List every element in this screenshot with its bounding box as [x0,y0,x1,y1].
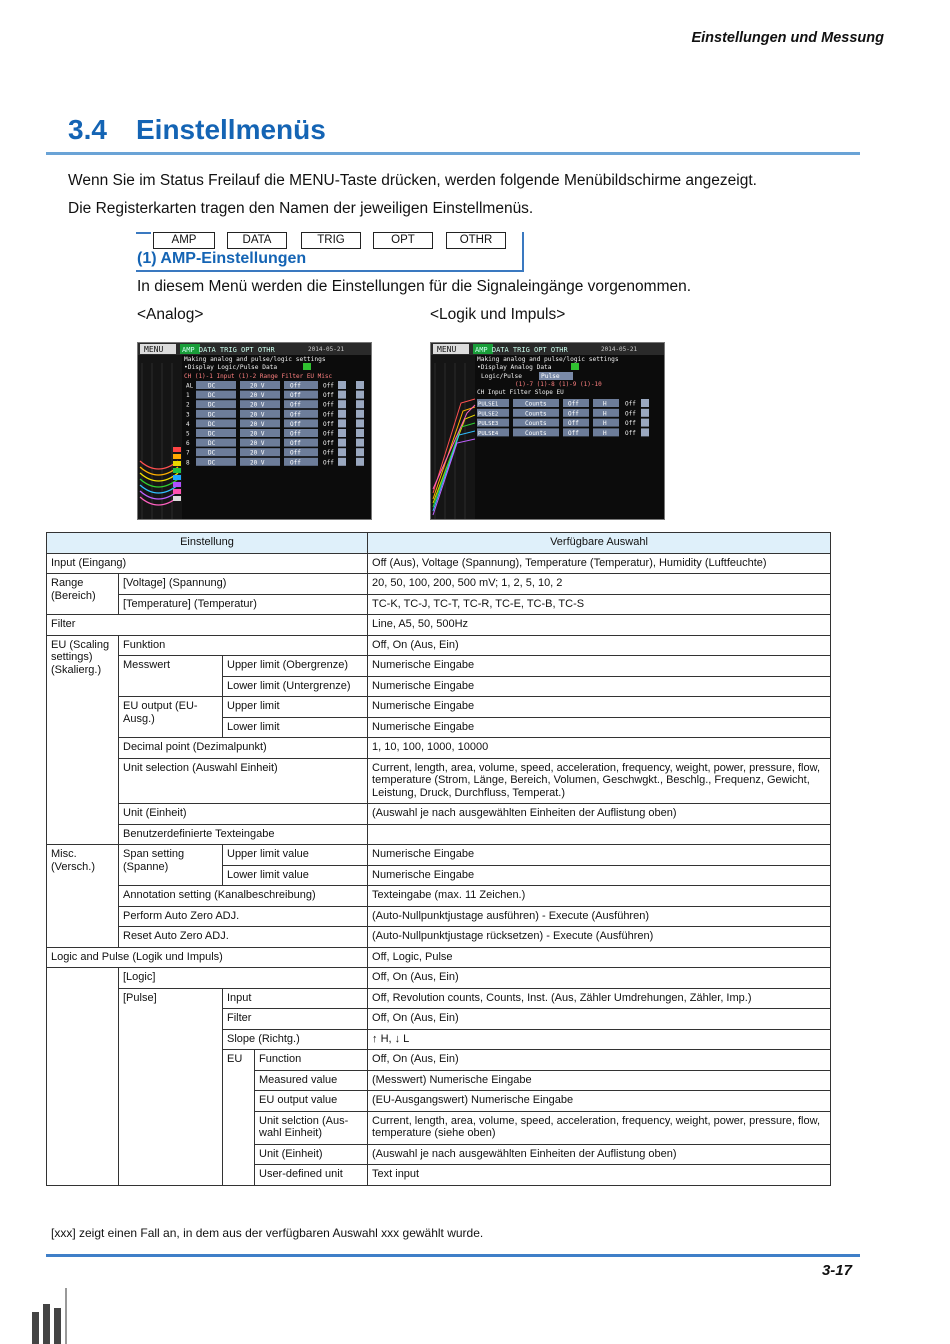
row-value: (Auto-Nullpunktjustage ausführen) - Execute (Ausführen) [368,906,831,927]
row-group-label: Misc. (Versch.) [47,845,119,948]
logic-row-input: Counts [525,429,547,437]
analog-row-misc-btn [356,429,364,437]
row-value: Off, On (Aus, Ein) [368,968,831,989]
row-label: Perform Auto Zero ADJ. [119,906,368,927]
analog-row-range: 20 V [250,430,265,438]
row-label: Input [223,988,368,1009]
row-value: Off, Revolution counts, Counts, Inst. (Aus, Zähler Umdrehungen, Zähler, Imp.) [368,988,831,1009]
header-options: Verfügbare Auswahl [368,533,831,554]
table-header-row [47,533,831,554]
row-value: Texteingabe (max. 11 Zeichen.) [368,886,831,907]
logic-date: 2014-05-21 [601,346,638,353]
logic-row-eu: Off [625,410,636,418]
analog-row-eu: Off [323,459,334,467]
running-header: Einstellungen und Messung [691,30,884,46]
analog-row-eu-btn [338,439,346,447]
row-label: Input (Eingang) [47,553,368,574]
logic-row-slope: H [603,400,607,408]
analog-row-input-box [196,439,236,447]
logic-row-eu: Off [625,400,636,408]
row-value: Text input [368,1165,831,1186]
analog-row-ch: 8 [186,459,190,467]
row-label: Lower limit [223,717,368,738]
analog-row-filter: Off [290,401,301,409]
page-number: 3-17 [821,1262,852,1279]
row-label: Measured value [255,1070,368,1091]
table-row [47,947,831,968]
analog-row-misc-btn [356,391,364,399]
footer-rule [46,1254,860,1257]
analog-row-input: DC [208,420,216,428]
analog-row-misc-btn [356,410,364,418]
logic-num-line: (1)-7 (1)-8 (1)-9 (1)-10 [515,381,602,388]
analog-row-input-box [196,429,236,437]
logic-row-eu-btn [641,419,649,427]
logic-row-ch: PULSE3 [478,421,499,428]
analog-row-ch: 2 [186,401,190,409]
logic-row-filter: Off [568,429,579,437]
analog-row-filter: Off [290,440,301,448]
analog-row-eu: Off [323,392,334,400]
row-value: Off, On (Aus, Ein) [368,635,831,656]
row-group-label: EU output (EU-Ausg.) [119,697,223,738]
analog-row-range: 20 V [250,401,265,409]
row-value: TC-K, TC-J, TC-T, TC-R, TC-E, TC-B, TC-S [368,594,831,615]
logic-row-eu-btn [641,428,649,436]
row-label: Unit selction (Aus-wahl Einheit) [255,1111,368,1144]
section-rule [46,152,860,155]
analog-row-eu: Off [323,449,334,457]
row-value: ↑ H, ↓ L [368,1029,831,1050]
row-value: (Messwert) Numerische Eingabe [368,1070,831,1091]
analog-row-eu: Off [323,411,334,419]
row-group-label: EU (Scaling settings) (Skalierg.) [47,635,119,845]
analog-row-ch: 5 [186,430,190,438]
analog-row-input-box [196,448,236,456]
table-row [47,574,831,595]
analog-row-ch: 3 [186,411,190,419]
analog-row-ch: 1 [186,392,190,400]
analog-row-filter: Off [290,449,301,457]
analog-row-misc-btn [356,439,364,447]
logic-row-ch: PULSE2 [478,411,499,418]
analog-menu-label: MENU [144,345,164,354]
row-value: Off (Aus), Voltage (Spannung), Temperature (Temperatur), Humidity (Luftfeuchte) [368,553,831,574]
row-label: Upper limit [223,697,368,718]
section-heading [68,114,326,146]
row-label: [Logic] [119,968,368,989]
analog-row-eu-btn [338,400,346,408]
row-group-label: Span setting (Spanne) [119,845,223,886]
row-group-label: Range (Bereich) [47,574,119,615]
row-label: [Voltage] (Spannung) [119,574,368,595]
row-value: (Auswahl je nach ausgewählten Einheiten der Auflistung oben) [368,1144,831,1165]
analog-row-input-box [196,400,236,408]
row-value: Numerische Eingabe [368,845,831,866]
row-label: Lower limit (Untergrenze) [223,676,368,697]
header-setting: Einstellung [47,533,368,554]
row-label: Filter [223,1009,368,1030]
label-logic: <Logik und Impuls> [430,306,566,323]
analog-row-eu-btn [338,410,346,418]
table-row [47,988,831,1009]
table-row [47,738,831,759]
subsection-title: (1) AMP-Einstellungen [137,250,310,268]
row-label: Logic and Pulse (Logik und Impuls) [47,947,368,968]
row-value: (Auto-Nullpunktjustage rücksetzen) - Execute (Ausführen) [368,927,831,948]
analog-row-input: DC [208,459,216,467]
row-group-label: Messwert [119,656,223,697]
row-value: (EU-Ausgangswert) Numerische Eingabe [368,1091,831,1112]
analog-row-filter: Off [290,420,301,428]
analog-row-input-box [196,419,236,427]
row-label: Unit (Einheit) [255,1144,368,1165]
logic-col-headers: CH Input Filter Slope EU [477,389,564,396]
analog-row-input: DC [208,401,216,409]
logic-row-input: Counts [525,410,547,418]
row-value: Numerische Eingabe [368,676,831,697]
table-row [47,758,831,804]
logic-row-input: Counts [525,400,547,408]
analog-row-input: DC [208,382,216,390]
table-row [47,553,831,574]
analog-row-range: 20 V [250,440,265,448]
row-label: EU output value [255,1091,368,1112]
row-value: Current, length, area, volume, speed, acceleration, frequency, weight, power, pressure, flow, temperature (Strom, Länge, Bereich, Volumen, Geschwgkt., Beschlg., Frequenz, Gewicht, Leistung, Druck, Durchfluss, Temperat.) [368,758,831,804]
analog-row-eu-btn [338,448,346,456]
table-row [47,845,831,866]
analog-row-misc-btn [356,448,364,456]
analog-row-input: DC [208,392,216,400]
logic-row-ch: PULSE1 [478,401,499,408]
tab-othr: OTHR [446,232,506,249]
table-row [47,615,831,636]
analog-row-misc-btn [356,458,364,466]
table-row [47,635,831,656]
row-value: Numerische Eingabe [368,865,831,886]
row-group-label: EU [223,1050,255,1186]
analog-row-eu-btn [338,381,346,389]
row-value: Numerische Eingabe [368,697,831,718]
logic-row-slope: H [603,420,607,428]
logic-row-filter: Off [568,410,579,418]
section-number: 3.4 [68,114,107,145]
analog-row-range: 20 V [250,420,265,428]
analog-row-range: 20 V [250,449,265,457]
row-value [368,824,831,845]
analog-row-filter: Off [290,459,301,467]
section-title: Einstellmenüs [136,114,326,145]
row-label: Funktion [119,635,368,656]
logic-tabs-label: AMP DATA TRIG OPT OTHR [475,346,568,354]
analog-row-eu-btn [338,458,346,466]
table-row [47,886,831,907]
table-row [47,927,831,948]
analog-row-ch: 6 [186,440,190,448]
tab-data: DATA [227,232,287,249]
logic-display-line: •Display Analog Data [477,364,552,371]
table-row [47,906,831,927]
analog-row-filter: Off [290,430,301,438]
table-row [47,697,831,718]
row-value: Off, Logic, Pulse [368,947,831,968]
analog-row-filter: Off [290,392,301,400]
label-analog: <Analog> [137,306,204,323]
analog-row-eu: Off [323,440,334,448]
row-label: Upper limit value [223,845,368,866]
row-value: 1, 10, 100, 1000, 10000 [368,738,831,759]
logic-row-ch: PULSE4 [478,430,499,437]
logic-pulse-label: Logic/Pulse [481,373,522,380]
row-label: Unit selection (Auswahl Einheit) [119,758,368,804]
row-label: Decimal point (Dezimalpunkt) [119,738,368,759]
table-row [47,656,831,677]
logic-row-filter: Off [568,420,579,428]
binding-mark-icon [30,1288,68,1344]
analog-row-eu: Off [323,430,334,438]
row-value: Line, A5, 50, 500Hz [368,615,831,636]
analog-row-range: 20 V [250,459,265,467]
logic-row-slope: H [603,429,607,437]
row-label: Unit (Einheit) [119,804,368,825]
row-label: Upper limit (Obergrenze) [223,656,368,677]
analog-row-eu-btn [338,429,346,437]
analog-row-eu-btn [338,419,346,427]
analog-row-eu: Off [323,382,334,390]
row-value: Numerische Eingabe [368,717,831,738]
logic-title-line: Making analog and pulse/logic settings [477,356,619,363]
analog-row-input: DC [208,449,216,457]
analog-screen-image [137,342,372,520]
row-label: User-defined unit [255,1165,368,1186]
analog-row-input: DC [208,430,216,438]
row-group-label [47,968,119,1186]
analog-row-ch: AL [186,382,194,390]
table-row [47,804,831,825]
analog-row-filter: Off [290,382,301,390]
row-label: Slope (Richtg.) [223,1029,368,1050]
logic-screen-image [430,342,665,520]
analog-row-input-box [196,381,236,389]
row-label: Annotation setting (Kanalbeschreibung) [119,886,368,907]
logic-row-eu-btn [641,399,649,407]
row-value: Off, On (Aus, Ein) [368,1050,831,1071]
analog-row-misc-btn [356,400,364,408]
analog-title-line: Making analog and pulse/logic settings [184,356,326,363]
row-value: (Auswahl je nach ausgewählten Einheiten der Auflistung oben) [368,804,831,825]
analog-row-input: DC [208,411,216,419]
analog-row-range: 20 V [250,392,265,400]
analog-row-misc-btn [356,381,364,389]
row-value: 20, 50, 100, 200, 500 mV; 1, 2, 5, 10, 2 [368,574,831,595]
intro-paragraph-1: Wenn Sie im Status Freilauf die MENU-Taste drücken, werden folgende Menübildschirme angezeigt. [68,172,757,189]
tab-amp: AMP [153,232,215,249]
analog-row-input: DC [208,440,216,448]
row-label: Filter [47,615,368,636]
intro-paragraph-2: Die Registerkarten tragen den Namen der jeweiligen Einstellmenüs. [68,200,534,217]
analog-row-ch: 7 [186,449,190,457]
tab-trig: TRIG [301,232,361,249]
analog-col-headers: CH (1)-1 Input (1)-2 Range Filter EU Misc [184,373,333,380]
row-group-label: [Pulse] [119,988,223,1185]
row-label: Function [255,1050,368,1071]
row-label: Reset Auto Zero ADJ. [119,927,368,948]
logic-row-input: Counts [525,420,547,428]
analog-row-input-box [196,410,236,418]
logic-row-eu-btn [641,409,649,417]
logic-row-eu: Off [625,420,636,428]
analog-row-range: 20 V [250,411,265,419]
analog-date: 2014-05-21 [308,346,345,353]
row-value: Off, On (Aus, Ein) [368,1009,831,1030]
analog-row-misc-btn [356,419,364,427]
logic-row-slope: H [603,410,607,418]
analog-row-eu: Off [323,420,334,428]
row-label: Lower limit value [223,865,368,886]
analog-row-eu-btn [338,391,346,399]
logic-pulse-value: Pulse [541,373,560,380]
subsection-text: In diesem Menü werden die Einstellungen für die Signaleingänge vorgenommen. [137,278,692,295]
table-row [47,594,831,615]
analog-row-eu: Off [323,401,334,409]
tab-opt: OPT [373,232,433,249]
footnote: [xxx] zeigt einen Fall an, in dem aus der verfügbaren Auswahl xxx gewählt wurde. [51,1226,484,1240]
logic-row-filter: Off [568,400,579,408]
logic-menu-label: MENU [437,345,457,354]
row-label: [Temperature] (Temperatur) [119,594,368,615]
logic-row-eu: Off [625,429,636,437]
analog-row-filter: Off [290,411,301,419]
row-value: Numerische Eingabe [368,656,831,677]
analog-row-input-box [196,458,236,466]
analog-row-input-box [196,391,236,399]
table-row [47,968,831,989]
analog-tabs-label: AMP DATA TRIG OPT OTHR [182,346,275,354]
analog-display-line: •Display Logic/Pulse Data [184,364,278,371]
table-row [47,824,831,845]
row-value: Current, length, area, volume, speed, acceleration, frequency, weight, power, pressure, flow, temperature (siehe oben) [368,1111,831,1144]
settings-table [46,532,831,1186]
analog-row-range: 20 V [250,382,265,390]
row-label: Benutzerdefinierte Texteingabe [119,824,368,845]
analog-row-ch: 4 [186,420,190,428]
